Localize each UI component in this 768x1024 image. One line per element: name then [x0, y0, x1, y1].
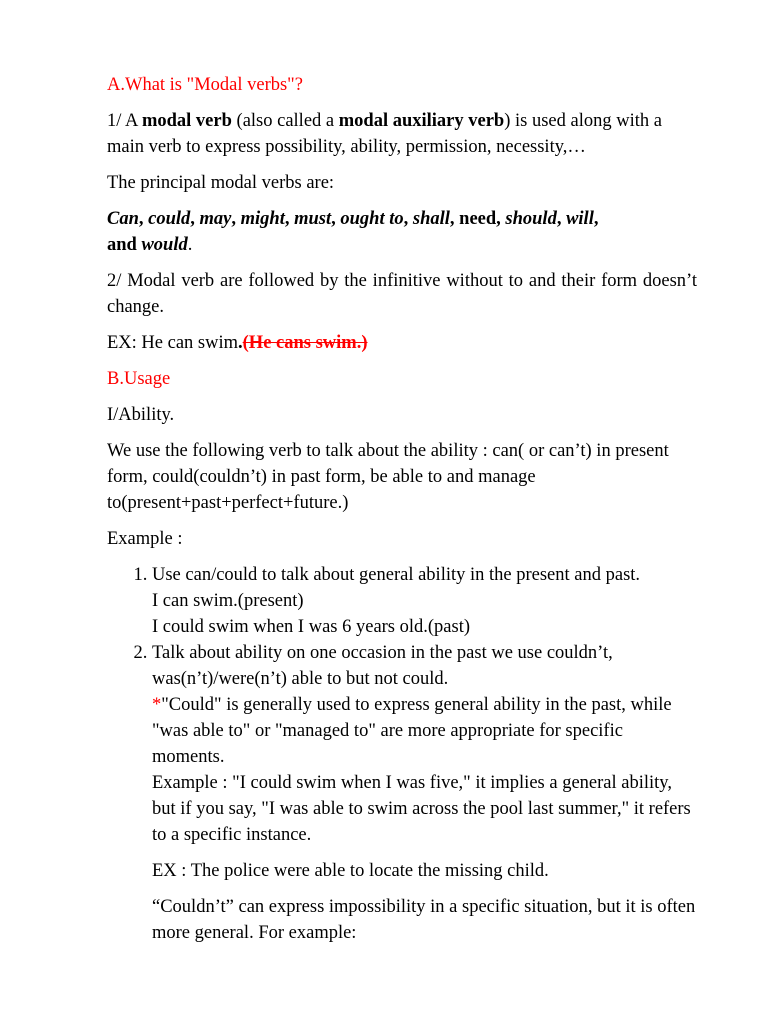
modal-verb-word: may — [199, 209, 232, 229]
modal-list-end: . — [187, 235, 193, 255]
list-item-couldnt: “Couldn’t” can express impossibility in a specific situation, but it is often more general. For example: — [152, 897, 696, 943]
modal-verb-separator: , — [331, 209, 341, 229]
principal-modal-intro: The principal modal verbs are: — [107, 173, 335, 193]
list-item-line: I could swim when I was 6 years old.(past) — [152, 617, 471, 637]
list-item-ex: EX : The police were able to locate the missing child. — [152, 861, 549, 881]
example-can-swim — [107, 330, 697, 356]
heading-what-is-modal-verbs: A.What is "Modal verbs"? — [107, 75, 303, 95]
term-modal-verb: modal verb — [141, 111, 232, 131]
modal-verb-list — [107, 206, 697, 258]
modal-list-and: and — [107, 235, 142, 255]
list-item-line: I can swim.(present) — [152, 591, 304, 611]
example-correct: EX: He can swim — [107, 333, 239, 353]
modal-verb-word: Can — [107, 209, 139, 229]
list-item-line: 1. Use can/could to talk about general ability in the present and past. — [152, 565, 641, 585]
modal-verb-word: will — [566, 209, 594, 229]
modal-verb-separator: , — [231, 209, 241, 229]
modal-verb-separator: , — [138, 209, 149, 229]
modal-verb-separator: , — [556, 209, 567, 229]
list-item-note — [152, 692, 697, 770]
asterisk-marker: * — [152, 695, 162, 715]
ability-usage-list — [107, 562, 697, 946]
paragraph-modal-definition — [107, 108, 697, 160]
modal-verb-separator: , — [403, 209, 413, 229]
modal-verb-word: must — [294, 209, 332, 229]
modal-verb-list-line1 — [107, 209, 598, 229]
list-item — [152, 640, 697, 946]
modal-verb-separator: , — [190, 209, 200, 229]
document-page — [107, 72, 697, 946]
term-modal-auxiliary-verb: modal auxiliary verb — [338, 111, 505, 131]
list-item-example: Example : "I could swim when I was five," it implies a general ability, but if you say, "I was able to swim across the pool last summer," it refers to a specific instance. — [152, 773, 691, 845]
note-text: "Could" is generally used to express general ability in the past, while "was able to" or "managed to" are more appropriate for specific moments. — [152, 695, 672, 767]
paragraph-ability-explanation: We use the following verb to talk about the ability : can( or can’t) in present form, could(couldn’t) in past form, be able to and manage to(present+past+perfect+future.) — [107, 441, 669, 513]
modal-verb-separator: , — [284, 209, 295, 229]
modal-verb-word: shall — [412, 209, 450, 229]
definition-prefix: 1/ A — [107, 111, 142, 131]
modal-verb-word: could — [148, 209, 191, 229]
modal-verb-separator: , need, — [449, 209, 506, 229]
modal-verb-word: should — [505, 209, 557, 229]
definition-mid: (also called a — [231, 111, 339, 131]
list-item — [152, 562, 697, 640]
modal-list-would: would — [141, 235, 188, 255]
modal-verb-word: ought to — [340, 209, 404, 229]
definition-rest: ) is used along with a main verb to express possibility, ability, permission, necessity,… — [107, 111, 662, 157]
modal-verb-separator: , — [593, 209, 599, 229]
example-incorrect: (He cans swim.) — [242, 333, 368, 353]
list-item-intro: 2. Talk about ability on one occasion in the past we use couldn’t, was(n’t)/were(n’t) able to but not could. — [152, 643, 613, 689]
modal-verb-word: might — [240, 209, 285, 229]
heading-usage: B.Usage — [107, 369, 171, 389]
example-label: Example : — [107, 529, 183, 549]
example-dot: . — [238, 333, 243, 353]
heading-ability: I/Ability. — [107, 405, 175, 425]
paragraph-infinitive-rule: 2/ Modal verb are followed by the infinitive without to and their form doesn’t change. — [107, 271, 697, 317]
